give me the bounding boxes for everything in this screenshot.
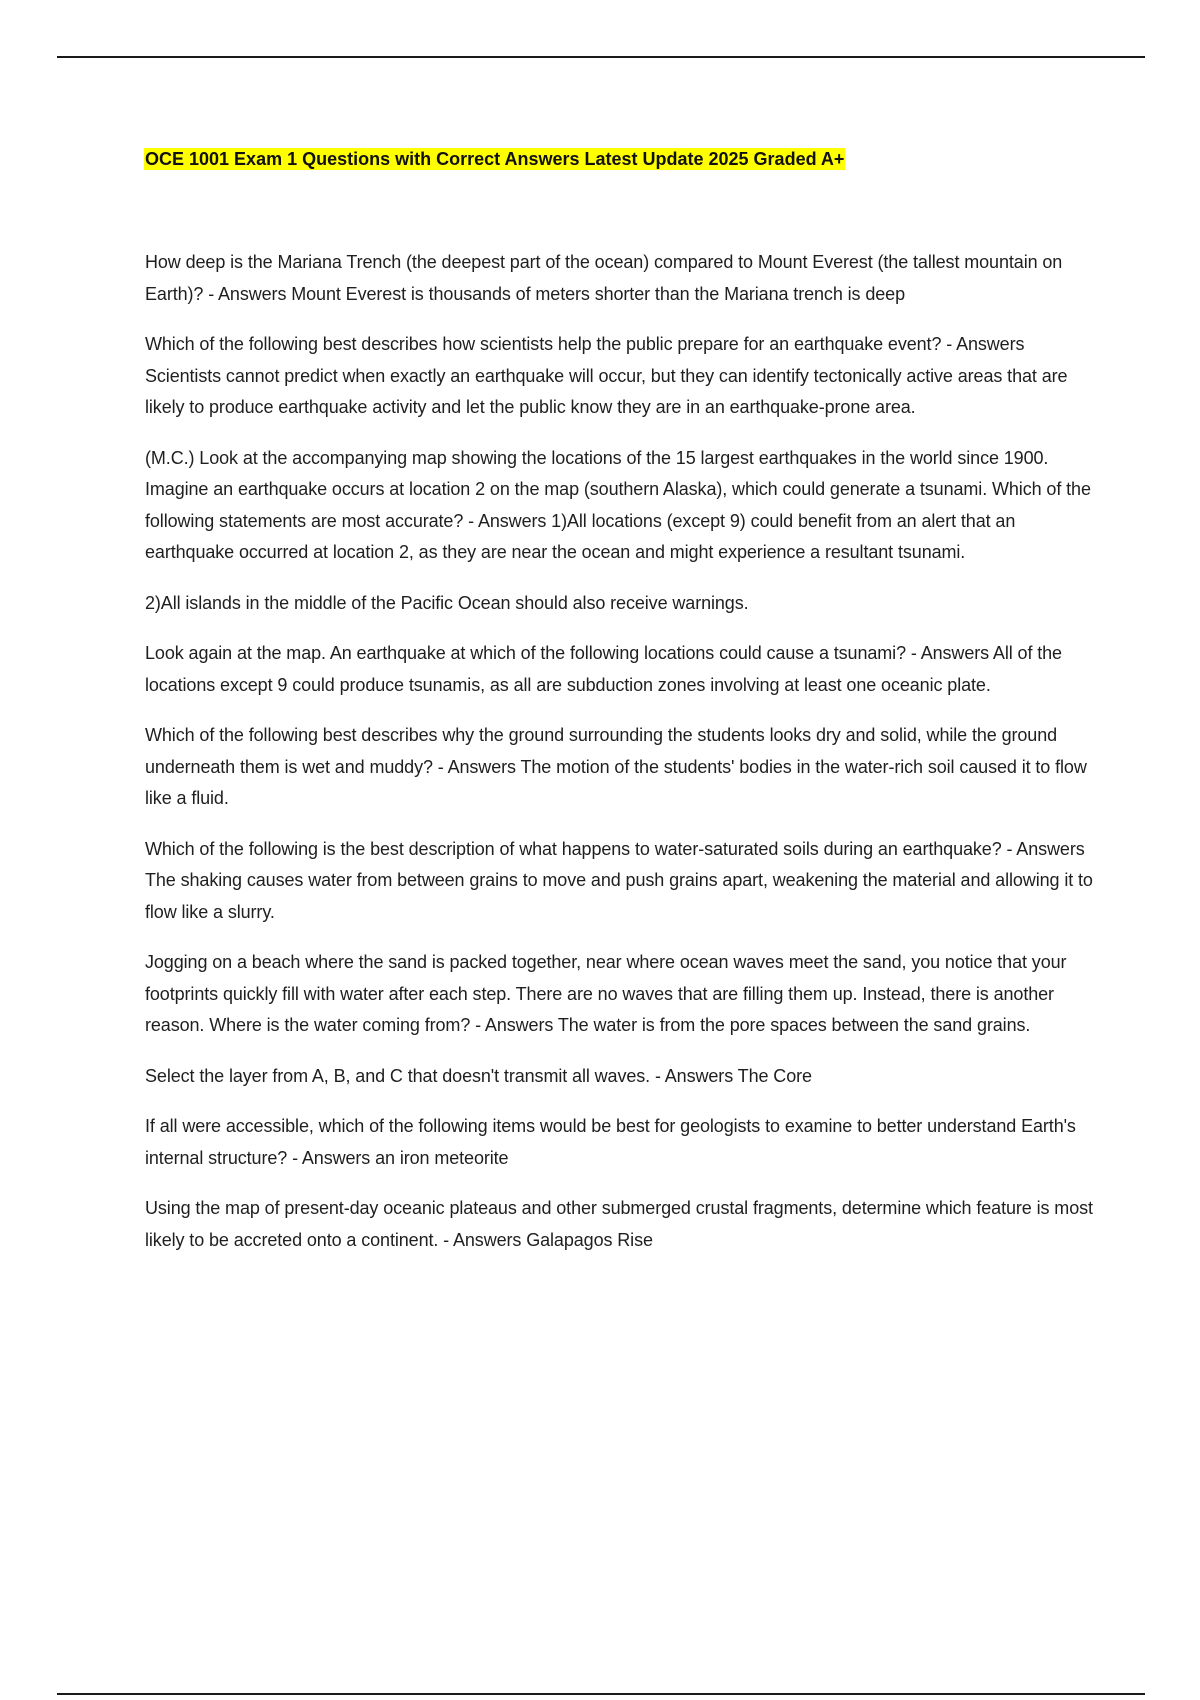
qa-paragraph: Look again at the map. An earthquake at which of the following locations could cause a tsunami? - Answers All of the locations except 9 could produce tsunamis, as all are subduction zones involving at least one oceanic plate.	[145, 643, 1062, 695]
document-title	[144, 147, 845, 171]
footer-rule	[57, 1693, 1145, 1695]
document-title-text: OCE 1001 Exam 1 Questions with Correct Answers Latest Update 2025 Graded A+	[145, 149, 845, 169]
qa-paragraph: 2)All islands in the middle of the Pacific Ocean should also receive warnings.	[145, 592, 749, 613]
qa-paragraph: Which of the following best describes how scientists help the public prepare for an earthquake event? - Answers Scientists cannot predict when exactly an earthquake will occur, but they can identify tectonically active areas that are likely to produce earthquake activity and let the public know they are in an earthquake-prone area.	[145, 334, 1068, 417]
qa-paragraph: If all were accessible, which of the following items would be best for geologists to examine to better understand Earth's internal structure? - Answers an iron meteorite	[145, 1116, 1076, 1168]
qa-paragraph: (M.C.) Look at the accompanying map showing the locations of the 15 largest earthquakes in the world since 1900. Imagine an earthquake occurs at location 2 on the map (southern Alaska), which could generate a tsunami. Which of the following statements are most accurate? - Answers 1)All locations (except 9) could benefit from an alert that an earthquake occurred at location 2, as they are near the ocean and might experience a resultant tsunami.	[145, 447, 1091, 562]
qa-paragraph: Select the layer from A, B, and C that doesn't transmit all waves. - Answers The Core	[145, 1065, 812, 1086]
qa-paragraph: Using the map of present-day oceanic plateaus and other submerged crustal fragments, determine which feature is most likely to be accreted onto a continent. - Answers Galapagos Rise	[145, 1198, 1093, 1250]
header-rule	[57, 56, 1145, 58]
qa-paragraph: Which of the following is the best description of what happens to water-saturated soils during an earthquake? - Answers The shaking causes water from between grains to move and push grains apart, weakening the material and allowing it to flow like a slurry.	[145, 838, 1093, 922]
qa-paragraph: How deep is the Mariana Trench (the deepest part of the ocean) compared to Mount Everest (the tallest mountain on Earth)? - Answers Mount Everest is thousands of meters shorter than the Mariana trench is deep	[145, 252, 1063, 304]
document-body	[145, 247, 1095, 1275]
qa-paragraph: Jogging on a beach where the sand is packed together, near where ocean waves meet the sand, you notice that your footprints quickly fill with water after each step. There are no waves that are filling them up. Instead, there is another reason. Where is the water coming from? - Answers The water is from the pore spaces between the sand grains.	[145, 952, 1067, 1035]
qa-paragraph: Which of the following best describes why the ground surrounding the students looks dry and solid, while the ground underneath them is wet and muddy? - Answers The motion of the students' bodies in the water-rich soil caused it to flow like a fluid.	[145, 725, 1087, 808]
